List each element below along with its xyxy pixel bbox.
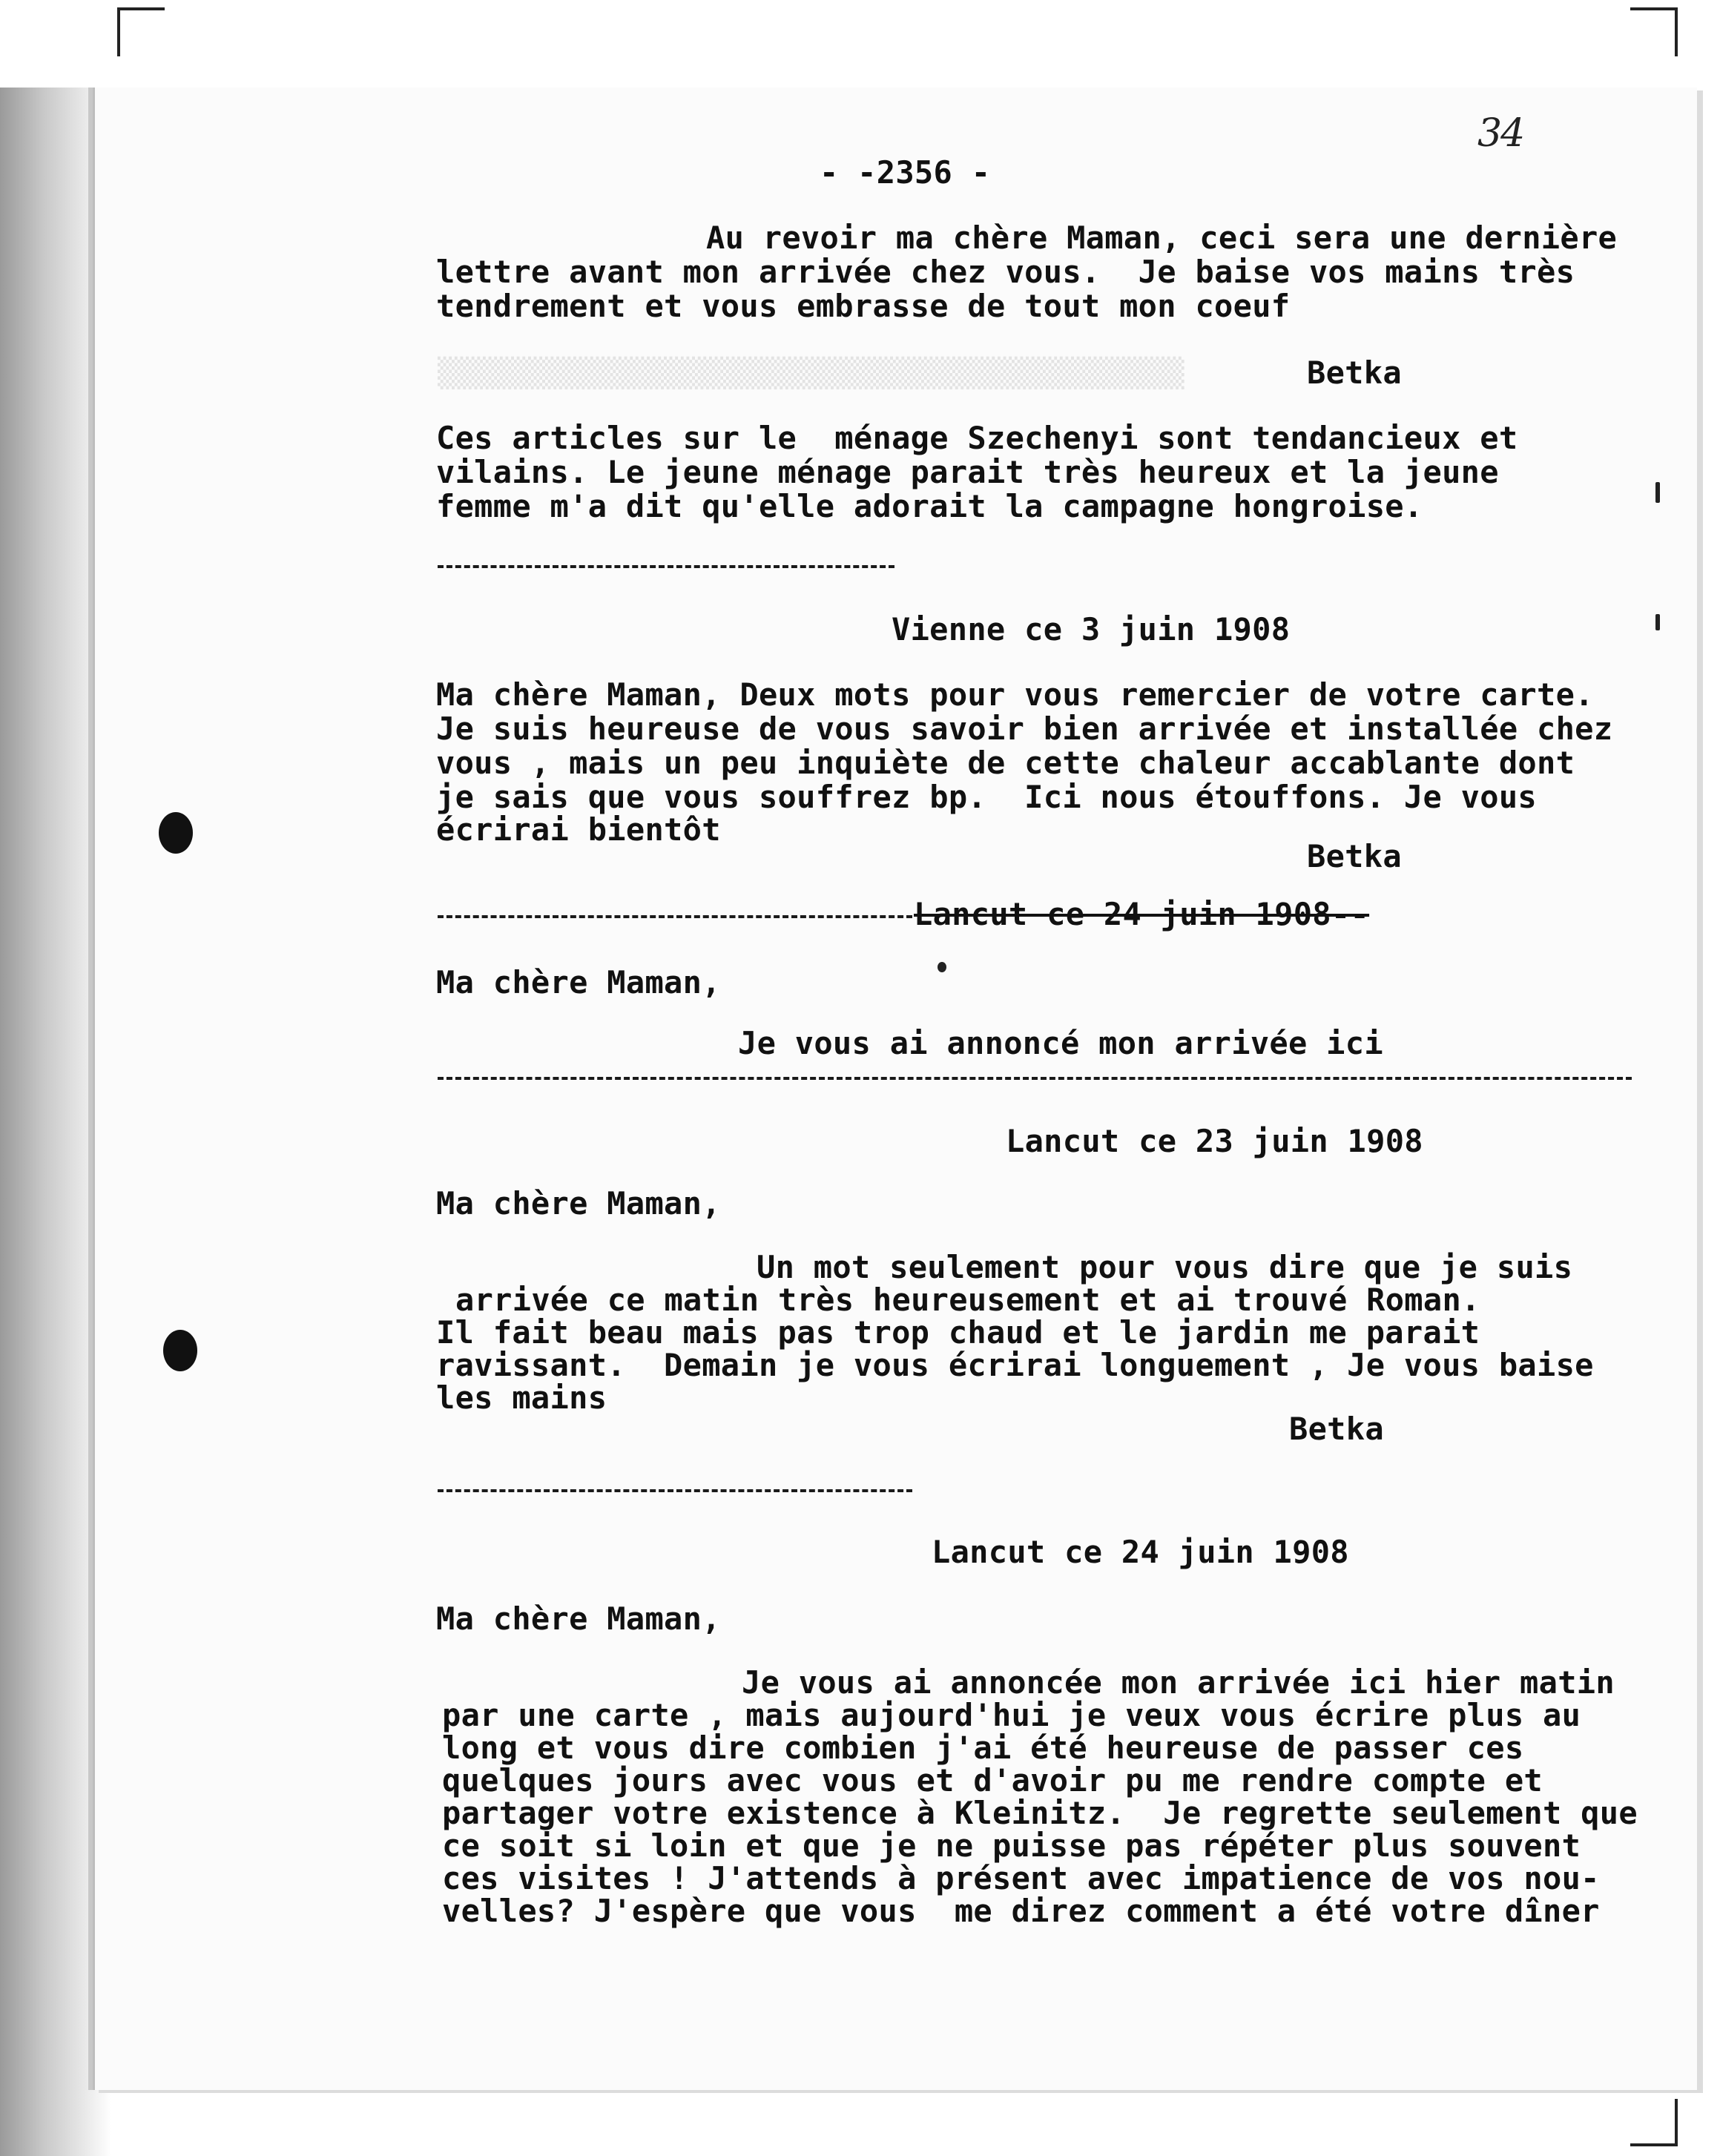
letter4-line: Je vous ai annoncée mon arrivée ici hier matin bbox=[742, 1664, 1615, 1701]
letter4-line: par une carte , mais aujourd'hui je veux vous écrire plus au bbox=[442, 1697, 1581, 1733]
scan-top-margin bbox=[0, 0, 1720, 88]
ink-speck bbox=[938, 962, 946, 972]
letter4-line: ce soit si loin et que je ne puisse pas répéter plus souvent bbox=[442, 1827, 1581, 1864]
crop-mark-bottom-right bbox=[1630, 2099, 1678, 2146]
punch-hole bbox=[159, 812, 193, 854]
letter3-line: Un mot seulement pour vous dire que je suis bbox=[757, 1249, 1573, 1285]
letter3-salutation: Ma chère Maman, bbox=[436, 1185, 721, 1222]
strike-rule bbox=[438, 1077, 1632, 1080]
letter2-line: je sais que vous souffrez bp. Ici nous étouffons. Je vous bbox=[436, 779, 1537, 815]
letter1-line: tendrement et vous embrasse de tout mon coeuf bbox=[436, 288, 1291, 324]
crop-mark-top-right bbox=[1630, 7, 1678, 56]
crop-mark-top-left bbox=[117, 7, 165, 56]
letter2-line: vous , mais un peu inquiète de cette chaleur accablante dont bbox=[436, 745, 1575, 781]
letter4-line: partager votre existence à Kleinitz. Je regrette seulement que bbox=[442, 1795, 1638, 1831]
separator-rule bbox=[438, 1489, 912, 1492]
letter3-line: les mains bbox=[436, 1379, 607, 1416]
page-number: - -2356 - bbox=[820, 154, 991, 191]
letter2-signature: Betka bbox=[1307, 838, 1402, 874]
bleed-through-texture: ▒▒▒▒▒▒▒▒▒▒▒▒▒▒▒▒▒▒▒▒▒▒▒▒▒▒▒▒▒▒▒▒▒▒▒▒▒▒▒▒▒▒▒▒ bbox=[438, 357, 1184, 389]
letter3-line: arrivée ce matin très heureusement et ai trouvé Roman. bbox=[455, 1282, 1480, 1318]
ink-speck bbox=[1655, 482, 1660, 503]
letter3-line: ravissant. Demain je vous écrirai longuement , Je vous baise bbox=[436, 1347, 1594, 1383]
note-line: femme m'a dit qu'elle adorait la campagne hongroise. bbox=[436, 488, 1423, 524]
letter1-line: Au revoir ma chère Maman, ceci sera une dernière bbox=[706, 220, 1618, 256]
note-line: Ces articles sur le ménage Szechenyi sont tendancieux et bbox=[436, 420, 1518, 456]
struck-dateline: Lancut ce 24 juin 1908-- bbox=[914, 896, 1370, 932]
letter1-line: lettre avant mon arrivée chez vous. Je baise vos mains très bbox=[436, 254, 1575, 290]
struck-line: Je vous ai annoncé mon arrivée ici bbox=[738, 1025, 1383, 1061]
letter2-line: écrirai bientôt bbox=[436, 811, 721, 848]
letter4-line: long et vous dire combien j'ai été heureuse de passer ces bbox=[442, 1730, 1524, 1766]
letter4-line: quelques jours avec vous et d'avoir pu me rendre compte et bbox=[442, 1762, 1543, 1799]
letter4-line: velles? J'espère que vous me direz comment a été votre dîner bbox=[442, 1893, 1600, 1929]
letter3-signature: Betka bbox=[1289, 1411, 1384, 1447]
letter2-line: Je suis heureuse de vous savoir bien arrivée et installée chez bbox=[436, 711, 1613, 747]
letter3-dateline: Lancut ce 23 juin 1908 bbox=[1006, 1123, 1423, 1159]
letter2-line: Ma chère Maman, Deux mots pour vous remercier de votre carte. bbox=[436, 676, 1594, 713]
folio-number: 34 bbox=[1477, 111, 1524, 156]
letter4-line: ces visites ! J'attends à présent avec impatience de vos nou- bbox=[442, 1860, 1600, 1896]
letter1-signature: Betka bbox=[1307, 355, 1402, 391]
punch-hole bbox=[163, 1330, 197, 1371]
letter4-dateline: Lancut ce 24 juin 1908 bbox=[932, 1534, 1349, 1570]
separator-rule bbox=[438, 915, 912, 918]
letter3-line: Il fait beau mais pas trop chaud et le jardin me parait bbox=[436, 1314, 1480, 1351]
note-line: vilains. Le jeune ménage parait très heureux et la jeune bbox=[436, 454, 1499, 490]
letter2-dateline: Vienne ce 3 juin 1908 bbox=[892, 611, 1291, 647]
ink-speck bbox=[1655, 614, 1660, 630]
separator-rule bbox=[438, 565, 894, 568]
struck-salutation: Ma chère Maman, bbox=[436, 964, 721, 1000]
letter4-salutation: Ma chère Maman, bbox=[436, 1600, 721, 1637]
